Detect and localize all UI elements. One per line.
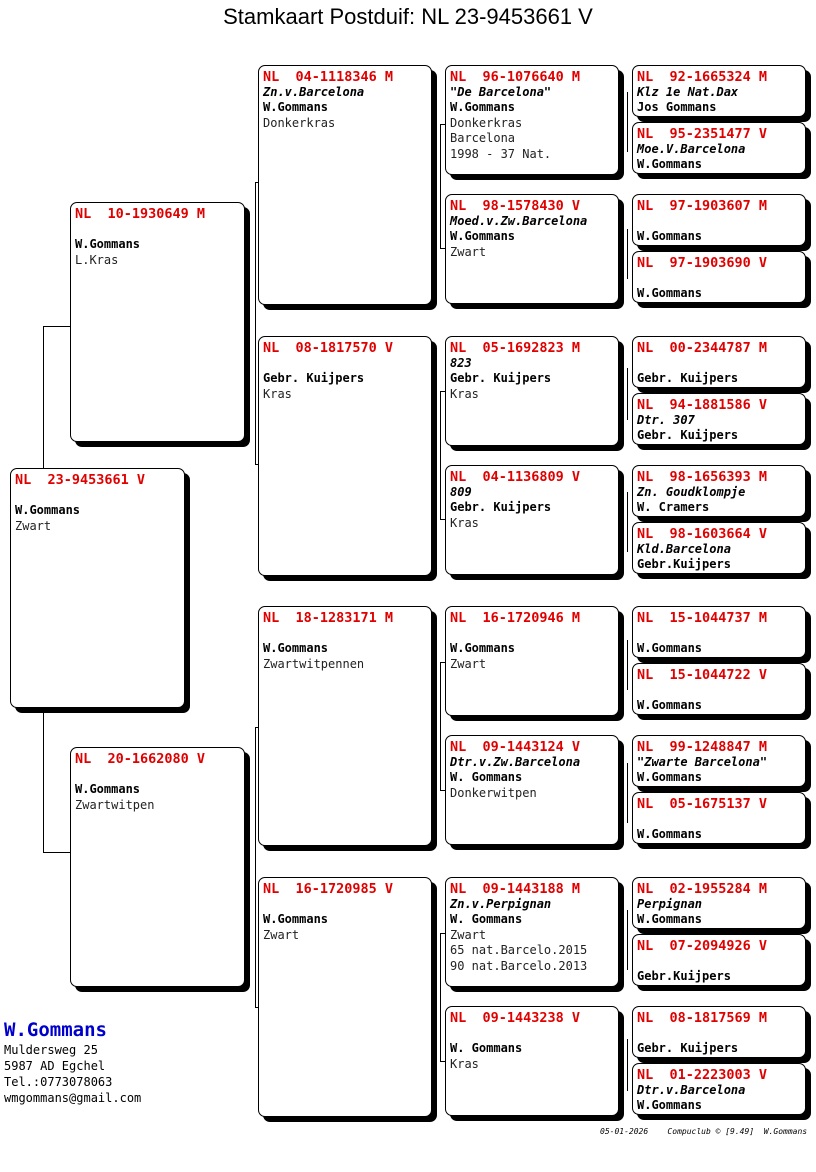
owner-name: Gebr.Kuijpers <box>637 969 731 983</box>
ring-number: NL 16-1720985 V <box>263 881 394 897</box>
pigeon-name <box>637 1026 801 1041</box>
pigeon-color: Kras <box>450 1057 479 1071</box>
owner-name: W.Gommans <box>75 782 141 796</box>
pedigree-card-mmmf[interactable] <box>632 1006 806 1058</box>
ring-number: NL 18-1283171 M <box>263 610 394 626</box>
pedigree-card-fmfm[interactable] <box>632 393 806 445</box>
page-title: Stamkaart Postduif: NL 23-9453661 V <box>223 4 593 29</box>
pigeon-name <box>637 214 801 229</box>
owner-name: W. Gommans <box>450 912 523 926</box>
pedigree-card-ff[interactable] <box>258 65 432 305</box>
connector-line <box>627 368 628 420</box>
ring-number: NL 98-1656393 M <box>637 469 768 485</box>
connector-line <box>627 492 628 552</box>
pedigree-card-fmmf[interactable] <box>632 465 806 517</box>
ring-number: NL 09-1443124 V <box>450 739 581 755</box>
ring-number: NL 98-1603664 V <box>637 526 768 542</box>
pigeon-name <box>637 812 801 827</box>
pigeon-name: 809 <box>450 485 472 499</box>
ring-number: NL 99-1248847 M <box>637 739 768 755</box>
ring-number: NL 15-1044737 M <box>637 610 768 626</box>
pigeon-name <box>450 626 614 641</box>
pigeon-name <box>263 897 427 912</box>
breeder-name: W.Gommans <box>4 1019 107 1041</box>
owner-name: W.Gommans <box>75 237 141 251</box>
owner-name: W.Gommans <box>450 100 516 114</box>
pedigree-card-mffm[interactable] <box>632 663 806 715</box>
owner-name: Gebr.Kuijpers <box>637 557 731 571</box>
pigeon-color: Zwart <box>450 928 487 942</box>
pigeon-name: Moed.v.Zw.Barcelona <box>450 214 588 228</box>
pedigree-card-ffmm[interactable] <box>632 251 806 303</box>
pigeon-color: Zwart <box>450 245 487 259</box>
ring-number: NL 00-2344787 M <box>637 340 768 356</box>
ring-number: NL 02-1955284 M <box>637 881 768 897</box>
pigeon-name: Kld.Barcelona <box>637 542 731 556</box>
pedigree-card-mfmf[interactable] <box>632 735 806 787</box>
pedigree-card-mfff[interactable] <box>632 606 806 658</box>
pedigree-card-fmm[interactable] <box>445 465 619 575</box>
connector-line <box>43 326 70 327</box>
pedigree-card-fmff[interactable] <box>632 336 806 388</box>
pedigree-card-mm[interactable] <box>258 877 432 1117</box>
pigeon-color: Kras <box>263 387 292 401</box>
pigeon-color: Zwartwitpen <box>75 798 155 812</box>
pigeon-name: Dtr. 307 <box>637 413 695 427</box>
pigeon-name: "Zwarte Barcelona" <box>637 755 768 769</box>
ring-number: NL 97-1903607 M <box>637 198 768 214</box>
pigeon-name: Klz 1e Nat.Dax <box>637 85 739 99</box>
pigeon-name <box>637 626 801 641</box>
ring-number: NL 07-2094926 V <box>637 938 768 954</box>
pedigree-card-ffff[interactable] <box>632 65 806 117</box>
owner-name: Gebr. Kuijpers <box>450 500 552 514</box>
ring-number: NL 96-1076640 M <box>450 69 581 85</box>
pigeon-name: Perpignan <box>637 897 703 911</box>
pigeon-name: 823 <box>450 356 472 370</box>
pedigree-card-mff[interactable] <box>445 606 619 716</box>
connector-line <box>440 933 441 1061</box>
pigeon-name <box>15 488 180 503</box>
pedigree-card-subject[interactable] <box>10 468 185 708</box>
connector-line <box>440 124 441 248</box>
owner-name: W. Gommans <box>450 1041 523 1055</box>
connector-line <box>627 763 628 823</box>
ring-number: NL 10-1930649 M <box>75 206 206 222</box>
pigeon-color: Zwart <box>263 928 300 942</box>
breeder-phone: Tel.:0773078063 <box>4 1075 113 1089</box>
owner-name: W.Gommans <box>637 641 703 655</box>
pigeon-name <box>637 683 801 698</box>
pigeon-name <box>450 1026 614 1041</box>
connector-line <box>627 1039 628 1091</box>
pigeon-name <box>637 954 801 969</box>
pedigree-card-mfm[interactable] <box>445 735 619 845</box>
pedigree-card-ffmf[interactable] <box>632 194 806 246</box>
ring-number: NL 09-1443188 M <box>450 881 581 897</box>
pedigree-card-mmm[interactable] <box>445 1006 619 1116</box>
pigeon-name: Zn.v.Barcelona <box>263 85 365 99</box>
owner-name: W.Gommans <box>263 912 329 926</box>
ring-number: NL 92-1665324 M <box>637 69 768 85</box>
connector-line <box>440 662 441 790</box>
pigeon-name: "De Barcelona" <box>450 85 552 99</box>
pigeon-name <box>75 767 240 782</box>
owner-name: Gebr. Kuijpers <box>637 371 739 385</box>
pedigree-card-father[interactable] <box>70 202 245 442</box>
owner-name: W.Gommans <box>637 1098 703 1112</box>
pigeon-name <box>637 356 801 371</box>
performance-note: 1998 - 37 Nat. <box>450 146 552 161</box>
connector-line <box>43 852 70 853</box>
pigeon-color: Zwartwitpennen <box>263 657 365 671</box>
ring-number: NL 20-1662080 V <box>75 751 206 767</box>
pigeon-color: Kras <box>450 516 479 530</box>
ring-number: NL 98-1578430 V <box>450 198 581 214</box>
ring-number: NL 05-1675137 V <box>637 796 768 812</box>
pigeon-name <box>75 222 240 237</box>
breeder-street: Muldersweg 25 <box>4 1043 98 1057</box>
pedigree-card-mf[interactable] <box>258 606 432 846</box>
pigeon-color: Zwart <box>450 657 487 671</box>
breeder-email[interactable]: wmgommans@gmail.com <box>4 1091 142 1105</box>
pedigree-card-fff[interactable] <box>445 65 619 175</box>
pedigree-card-mother[interactable] <box>70 747 245 987</box>
performance-note: 65 nat.Barcelo.2015 <box>450 943 588 957</box>
pigeon-color: Kras <box>450 387 479 401</box>
pigeon-color: Donkerkras <box>263 116 336 130</box>
performance-note: Barcelona <box>450 131 516 145</box>
pedigree-card-mmfm[interactable] <box>632 934 806 986</box>
pedigree-card-fmmm[interactable] <box>632 522 806 574</box>
ring-number: NL 04-1118346 M <box>263 69 394 85</box>
owner-name: W. Cramers <box>637 500 710 514</box>
pigeon-name: Zn. Goudklompje <box>637 485 746 499</box>
connector-line <box>43 326 44 468</box>
pedigree-card-mmmm[interactable] <box>632 1063 806 1115</box>
owner-name: W.Gommans <box>637 157 703 171</box>
owner-name: W.Gommans <box>450 641 516 655</box>
pigeon-name: Dtr.v.Zw.Barcelona <box>450 755 581 769</box>
pedigree-card-mmff[interactable] <box>632 877 806 929</box>
ring-number: NL 01-2223003 V <box>637 1067 768 1083</box>
connector-line <box>627 229 628 279</box>
owner-name: W. Gommans <box>450 770 523 784</box>
owner-name: W.Gommans <box>637 770 703 784</box>
pigeon-color: L.Kras <box>75 253 119 267</box>
breeder-city: 5987 AD Egchel <box>4 1059 106 1073</box>
performance-note: 90 nat.Barcelo.2013 <box>450 958 588 973</box>
breeder-info <box>4 1018 141 1106</box>
owner-name: Gebr. Kuijpers <box>263 371 365 385</box>
owner-name: W.Gommans <box>637 698 703 712</box>
pigeon-name <box>263 356 427 371</box>
pigeon-color: Donkerkras <box>450 116 523 130</box>
ring-number: NL 97-1903690 V <box>637 255 768 271</box>
connector-line <box>43 712 44 852</box>
pedigree-card-fffm[interactable] <box>632 122 806 174</box>
owner-name: W.Gommans <box>263 641 329 655</box>
ring-number: NL 08-1817569 M <box>637 1010 768 1026</box>
pedigree-card-mmf[interactable] <box>445 877 619 987</box>
ring-number: NL 15-1044722 V <box>637 667 768 683</box>
owner-name: Gebr. Kuijpers <box>637 1041 739 1055</box>
ring-number: NL 08-1817570 V <box>263 340 394 356</box>
footer-credit: 05-01-2026 Compuclub © [9.49] W.Gommans <box>600 1127 808 1136</box>
pedigree-card-ffm[interactable] <box>445 194 619 304</box>
pedigree-card-mfmm[interactable] <box>632 792 806 844</box>
connector-line <box>627 640 628 690</box>
connector-line <box>255 182 256 464</box>
pigeon-color: Zwart <box>15 519 52 533</box>
ring-number: NL 09-1443238 V <box>450 1010 581 1026</box>
connector-line <box>627 92 628 152</box>
pigeon-name: Dtr.v.Barcelona <box>637 1083 746 1097</box>
owner-name: W.Gommans <box>637 229 703 243</box>
pedigree-card-fm[interactable] <box>258 336 432 576</box>
pigeon-name: Moe.V.Barcelona <box>637 142 746 156</box>
ring-number: NL 04-1136809 V <box>450 469 581 485</box>
pedigree-card-fmf[interactable] <box>445 336 619 446</box>
owner-name: Gebr. Kuijpers <box>637 428 739 442</box>
owner-name: W.Gommans <box>263 100 329 114</box>
pigeon-name <box>637 271 801 286</box>
connector-line <box>627 910 628 970</box>
ring-number: NL 05-1692823 M <box>450 340 581 356</box>
ring-number: NL 94-1881586 V <box>637 397 768 413</box>
pigeon-name: Zn.v.Perpignan <box>450 897 552 911</box>
owner-name: Gebr. Kuijpers <box>450 371 552 385</box>
pigeon-name <box>263 626 427 641</box>
owner-name: Jos Gommans <box>637 100 717 114</box>
ring-number: NL 23-9453661 V <box>15 472 146 488</box>
owner-name: W.Gommans <box>637 286 703 300</box>
ring-number: NL 95-2351477 V <box>637 126 768 142</box>
connector-line <box>255 727 256 1007</box>
owner-name: W.Gommans <box>15 503 81 517</box>
owner-name: W.Gommans <box>450 229 516 243</box>
connector-line <box>440 391 441 519</box>
owner-name: W.Gommans <box>637 827 703 841</box>
pigeon-color: Donkerwitpen <box>450 786 537 800</box>
owner-name: W.Gommans <box>637 912 703 926</box>
ring-number: NL 16-1720946 M <box>450 610 581 626</box>
